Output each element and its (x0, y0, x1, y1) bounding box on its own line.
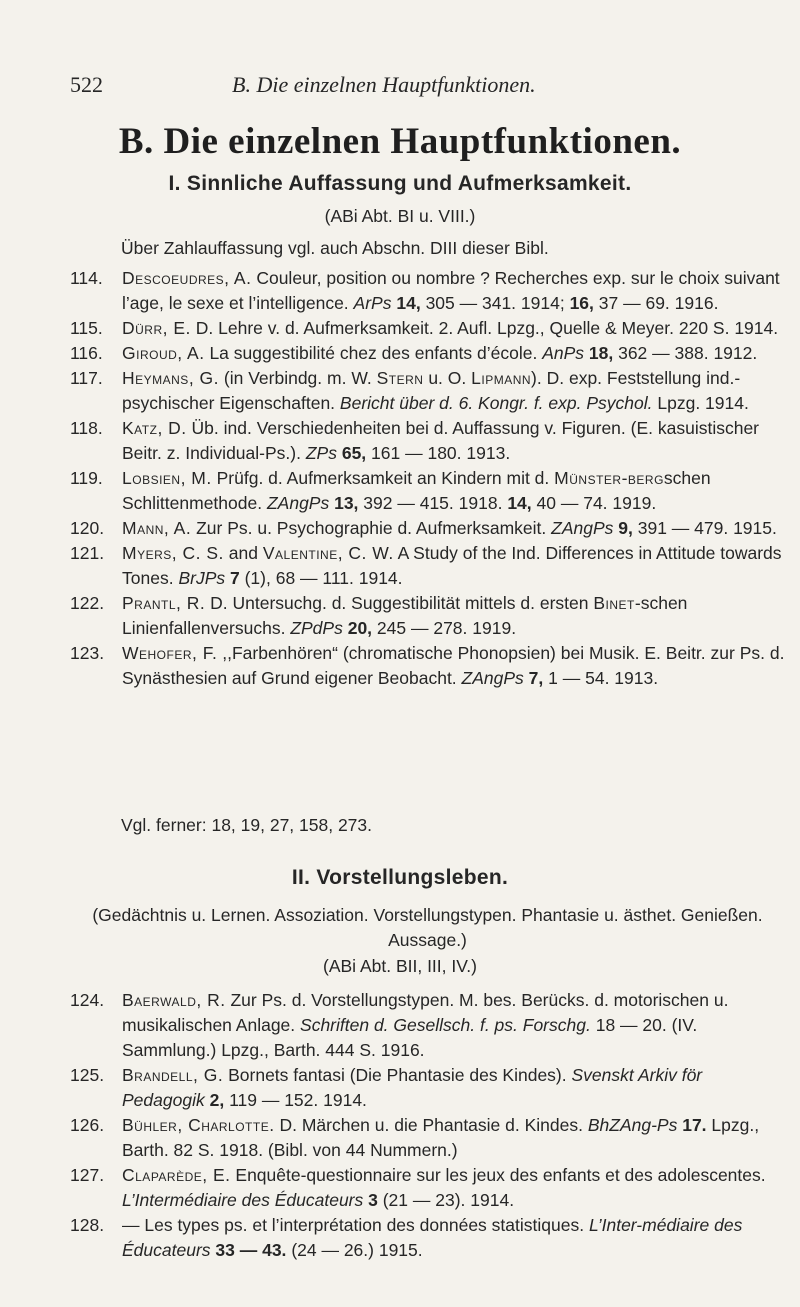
entry-journal: Schriften d. Gesellsch. f. ps. Forschg. (300, 1015, 591, 1035)
entry-text: Üb. ind. Verschiedenheiten bei d. Auffassung v. Figuren. (E. kasuistischer Beitr. z. Individual-Ps.). (122, 418, 759, 463)
entry-117 (70, 366, 785, 416)
part1-entries (70, 266, 785, 691)
entry-pages: (1), 68 — 111. 1914. (244, 568, 403, 588)
entry-text: Zur Ps. d. Vorstellungstypen. M. bes. Berücks. d. motorischen u. musikalischen Anlage. (122, 990, 729, 1035)
entry-pages: 40 — 74. 1919. (536, 493, 657, 513)
entry-journal: BrJPs (178, 568, 226, 588)
entry-number: 120. (70, 518, 105, 538)
entry-volume: 7, (528, 668, 544, 688)
entry-journal: ZAngPs (461, 668, 524, 688)
entry-volume: 9, (618, 518, 633, 538)
entry-journal: Bericht über d. 6. Kongr. f. exp. Psychol. (339, 393, 653, 413)
page-number: 522 (70, 72, 103, 97)
entry-128 (70, 1213, 785, 1263)
entry-number: 115. (70, 318, 103, 338)
entry-author: Brandell, G. (122, 1065, 224, 1085)
entry-author: Valentine, C. W. (262, 543, 394, 563)
entry-number: 114. (70, 268, 103, 288)
entry-115 (70, 316, 785, 341)
entry-116 (70, 341, 785, 366)
entry-number: 119. (70, 468, 103, 488)
entry-text: -schen Linienfallenversuchs. (122, 593, 688, 638)
entry-volume: 14, (396, 293, 421, 313)
part1-note: Über Zahlauffassung vgl. auch Abschn. DIII dieser Bibl. (121, 238, 549, 258)
part1-heading: I. Sinnliche Auffassung und Aufmerksamkeit. (168, 172, 632, 195)
entry-text: D. Märchen u. die Phantasie d. Kindes. (279, 1115, 583, 1135)
entry-pages: 1 — 54. 1913. (548, 668, 659, 688)
entry-volume: 18, (588, 343, 614, 363)
entry-journal: L’Inter-médiaire des Éducateurs (122, 1215, 743, 1260)
part2-intro: (Gedächtnis u. Lernen. Assoziation. Vorstellungstypen. Phantasie u. ästhet. Genießen. Aussage.) (92, 905, 763, 950)
entry-author: Claparède, E. (122, 1165, 231, 1185)
entry-journal: ArPs (353, 293, 392, 313)
entry-text: D. Lehre v. d. Aufmerksamkeit. 2. Aufl. Lpzg., Quelle & Meyer. 220 S. 1914. (195, 318, 779, 338)
entry-text: Prüfg. d. Aufmerksamkeit an Kindern mit d. (216, 468, 550, 488)
entry-number: 128. (70, 1215, 105, 1235)
entry-text: schen Schlittenmethode. (122, 468, 711, 513)
entry-text: (in Verbindg. m. W. (223, 368, 372, 388)
section-title: B. Die einzelnen Hauptfunktionen. (118, 121, 682, 162)
entry-pages: 18 — 20. (IV. Sammlung.) Lpzg., Barth. 444 S. 1916. (122, 1015, 698, 1060)
entry-pages: (24 — 26.) 1915. (291, 1240, 423, 1260)
entry-number: 125. (70, 1065, 105, 1085)
entry-pages: (21 — 23). 1914. (382, 1190, 515, 1210)
entry-number: 122. (70, 593, 105, 613)
entry-volume: 33 — 43. (215, 1240, 287, 1260)
entry-journal: Svenskt Arkiv för Pedagogik (122, 1065, 703, 1110)
entry-volume: 16, (569, 293, 594, 313)
entry-journal: ZAngPs (551, 518, 614, 538)
entry-pages: 305 — 341. 1914; (425, 293, 565, 313)
entry-text: Bornets fantasi (Die Phantasie des Kindes). (228, 1065, 567, 1085)
entry-119 (70, 466, 785, 516)
entry-text: — Les types ps. et l’interprétation des données statistiques. (122, 1215, 585, 1235)
entry-author: Dürr, E. (122, 318, 191, 338)
entry-author: Descoeudres, A. (122, 268, 252, 288)
entry-text: ,,Farbenhören“ (chromatische Phonopsien) bei Musik. E. Beitr. zur Ps. d. Synästhesien auf Grund eigener Beobacht. (122, 643, 785, 688)
entry-pages: 161 — 180. 1913. (371, 443, 511, 463)
part1-see-also: Vgl. ferner: 18, 19, 27, 158, 273. (121, 815, 373, 835)
part2-heading: II. Vorstellungsleben. (291, 866, 509, 889)
entry-122 (70, 591, 785, 641)
entry-author: Heymans, G. (122, 368, 220, 388)
entry-127 (70, 1163, 785, 1213)
entry-text: Zur Ps. u. Psychographie d. Aufmerksamkeit. (196, 518, 547, 538)
entry-number: 126. (70, 1115, 105, 1135)
entry-journal: AnPs (542, 343, 585, 363)
entry-pages: 362 — 388. 1912. (618, 343, 758, 363)
entry-volume: 3 (368, 1190, 378, 1210)
entry-author: Bühler, Charlotte. (122, 1115, 275, 1135)
entry-120 (70, 516, 785, 541)
entry-author: Giroud, A. (122, 343, 205, 363)
entry-114 (70, 266, 785, 316)
entry-journal: BhZAng-Ps (587, 1115, 678, 1135)
entry-author: Wehofer, F. (122, 643, 218, 663)
entry-number: 116. (70, 343, 103, 363)
entry-volume: 65, (341, 443, 367, 463)
entry-author: Mann, A. (122, 518, 192, 538)
entry-number: 123. (70, 643, 105, 663)
entry-number: 121. (70, 543, 105, 563)
entry-number: 117. (70, 368, 103, 388)
entry-text: and (228, 543, 258, 563)
entry-volume: 7 (230, 568, 240, 588)
entry-text: La suggestibilité chez des enfants d’école. (209, 343, 538, 363)
entry-pages: Lpzg., Barth. 82 S. 1918. (Bibl. von 44 Nummern.) (122, 1115, 760, 1160)
entry-author: Myers, C. S. (122, 543, 224, 563)
entry-124 (70, 988, 785, 1063)
entry-journal: ZAngPs (266, 493, 330, 513)
entry-text: Enquête-questionnaire sur les jeux des enfants et des adolescentes. (235, 1165, 766, 1185)
entry-number: 124. (70, 990, 105, 1010)
entry-volume: 13, (334, 493, 359, 513)
entry-text: Couleur, position ou nombre ? Recherches exp. sur le choix suivant l’age, le sexe et l’intelligence. (122, 268, 780, 313)
entry-author: Lobsien, M. (122, 468, 212, 488)
entry-pages: 391 — 479. 1915. (637, 518, 777, 538)
entry-pages: 37 — 69. 1916. (598, 293, 719, 313)
entry-123 (70, 641, 785, 691)
entry-text: u. O. (428, 368, 467, 388)
running-head (70, 72, 780, 104)
entry-text: D. Untersuchg. d. Suggestibilität mittels d. ersten (210, 593, 589, 613)
entry-journal: ZPs (305, 443, 337, 463)
entry-volume: 17. (682, 1115, 707, 1135)
entry-number: 118. (70, 418, 103, 438)
entry-text: ). D. exp. Feststellung ind.-psychischer Eigenschaften. (122, 368, 741, 413)
entry-pages: Lpzg. 1914. (657, 393, 749, 413)
entry-author: Prantl, R. (122, 593, 206, 613)
entry-125 (70, 1063, 785, 1113)
entry-author: Münster-berg (554, 468, 664, 488)
entry-journal: ZPdPs (290, 618, 343, 638)
entry-text: A Study of the Ind. Differences in Attitude towards Tones. (122, 543, 782, 588)
part2-abi-ref: (ABi Abt. BII, III, IV.) (323, 956, 477, 976)
entry-pages: 119 — 152. 1914. (229, 1090, 367, 1110)
running-title: B. Die einzelnen Hauptfunktionen. (232, 72, 536, 97)
entry-volume: 2, (209, 1090, 225, 1110)
entry-118 (70, 416, 785, 466)
part1-abi-ref: (ABi Abt. BI u. VIII.) (324, 206, 476, 226)
entry-volume: 20, (347, 618, 373, 638)
entry-126 (70, 1113, 785, 1163)
entry-author: Katz, D. (122, 418, 187, 438)
entry-author: Baerwald, R. (122, 990, 226, 1010)
entry-volume: 14, (507, 493, 532, 513)
entry-author: Lipmann (471, 368, 532, 388)
entry-121 (70, 541, 785, 591)
entry-number: 127. (70, 1165, 105, 1185)
entry-author: Stern (376, 368, 424, 388)
entry-pages: 245 — 278. 1919. (376, 618, 517, 638)
part2-entries (70, 988, 785, 1263)
entry-pages: 392 — 415. 1918. (363, 493, 503, 513)
entry-journal: L’Intermédiaire des Éducateurs (122, 1190, 364, 1210)
entry-author: Binet (593, 593, 635, 613)
